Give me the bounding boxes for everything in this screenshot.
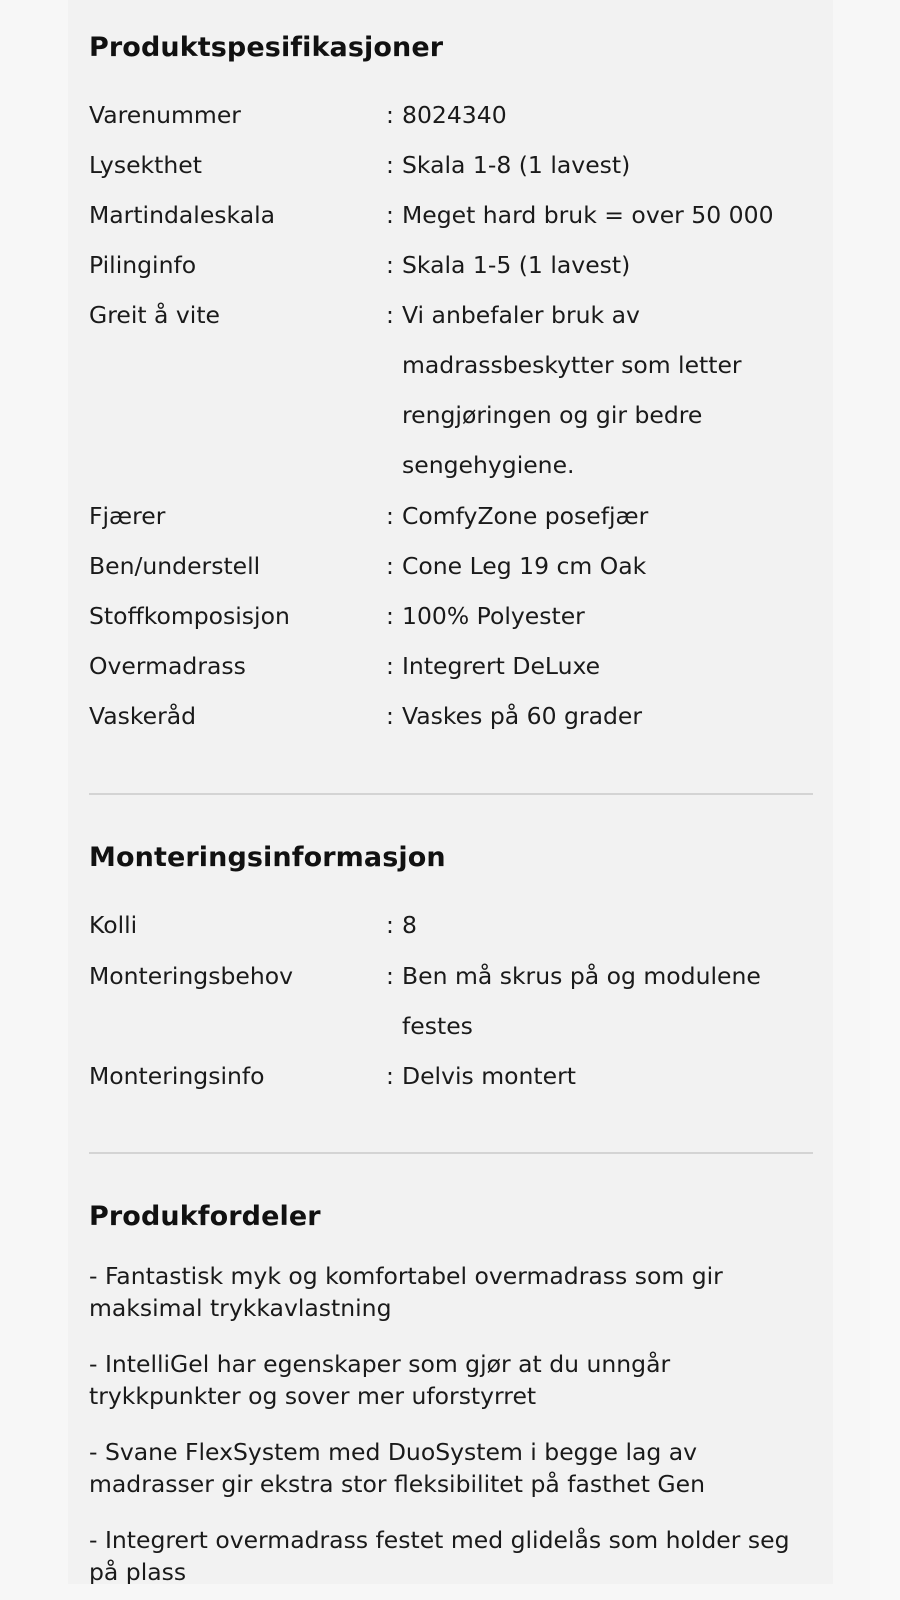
- spec-colon: :: [386, 552, 394, 580]
- spec-colon: :: [386, 962, 394, 990]
- spec-value: Ben må skrus på og modulene festes: [402, 962, 761, 1040]
- spec-value: Delvis montert: [402, 1062, 576, 1090]
- spec-label: Greit å vite: [89, 301, 221, 329]
- spec-label: Varenummer: [89, 101, 241, 129]
- spec-label: Ben/understell: [89, 552, 261, 580]
- spec-colon: :: [386, 502, 394, 530]
- assembly-heading: Monteringsinformasjon: [89, 842, 446, 873]
- spec-value: ComfyZone posefjær: [402, 502, 649, 530]
- benefits-heading: Produkfordeler: [89, 1201, 321, 1232]
- spec-colon: :: [386, 101, 394, 129]
- page-edge: [870, 550, 900, 1600]
- spec-value: Skala 1-8 (1 lavest): [402, 151, 631, 179]
- section-divider: [89, 793, 813, 795]
- spec-value: 8024340: [402, 101, 507, 129]
- spec-value: 8: [402, 911, 417, 939]
- spec-colon: :: [386, 201, 394, 229]
- spec-label: Kolli: [89, 911, 138, 939]
- spec-value: Vaskes på 60 grader: [402, 702, 643, 730]
- spec-colon: :: [386, 301, 394, 329]
- spec-label: Pilinginfo: [89, 251, 197, 279]
- spec-label: Monteringsinfo: [89, 1062, 265, 1090]
- spec-colon: :: [386, 151, 394, 179]
- spec-colon: :: [386, 652, 394, 680]
- spec-value: Meget hard bruk = over 50 000: [402, 201, 774, 229]
- spec-value: Cone Leg 19 cm Oak: [402, 552, 647, 580]
- section-divider: [89, 1152, 813, 1154]
- spec-value: 100% Polyester: [402, 602, 585, 630]
- spec-label: Fjærer: [89, 502, 166, 530]
- spec-label: Vaskeråd: [89, 702, 197, 730]
- benefit-item: - Fantastisk myk og komfortabel overmadrass som gir maksimal trykkavlastning: [89, 1262, 723, 1322]
- spec-label: Martindaleskala: [89, 201, 276, 229]
- spec-label: Overmadrass: [89, 652, 246, 680]
- spec-colon: :: [386, 1062, 394, 1090]
- spec-label: Monteringsbehov: [89, 962, 294, 990]
- spec-value: Integrert DeLuxe: [402, 652, 601, 680]
- spec-value: Vi anbefaler bruk av madrassbeskytter som letter rengjøringen og gir bedre sengehygiene.: [402, 301, 742, 479]
- spec-value: Skala 1-5 (1 lavest): [402, 251, 631, 279]
- spec-colon: :: [386, 251, 394, 279]
- spec-label: Lysekthet: [89, 151, 202, 179]
- benefit-item: - IntelliGel har egenskaper som gjør at du unngår trykkpunkter og sover mer uforstyrret: [89, 1350, 671, 1410]
- product-details-panel: [68, 0, 833, 1584]
- benefit-item: - Integrert overmadrass festet med glidelås som holder seg på plass: [89, 1526, 790, 1584]
- spec-colon: :: [386, 702, 394, 730]
- spec-label: Stoffkomposisjon: [89, 602, 290, 630]
- spec-colon: :: [386, 911, 394, 939]
- benefit-item: - Svane FlexSystem med DuoSystem i begge lag av madrasser gir ekstra stor fleksibilitet på fasthet Gen: [89, 1438, 705, 1498]
- spec-colon: :: [386, 602, 394, 630]
- specs-heading: Produktspesifikasjoner: [89, 32, 444, 63]
